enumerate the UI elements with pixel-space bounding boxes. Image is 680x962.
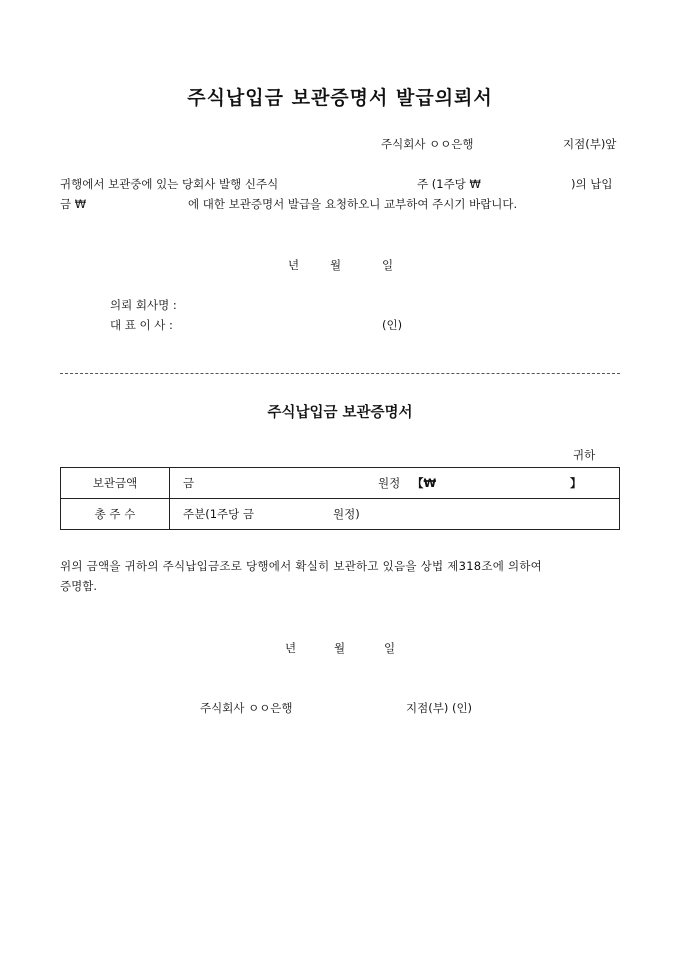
certificate-table — [60, 467, 620, 530]
shares-text-a: 주분(1주당 금 — [183, 507, 255, 521]
request-body-line1-a: 귀행에서 보관중에 있는 당회사 발행 신주식 — [60, 177, 279, 191]
amount-word: 원정 — [378, 476, 401, 490]
total-shares-value — [170, 499, 620, 530]
request-date-day: 일 — [382, 258, 394, 272]
addressee-bank: 주식회사 ㅇㅇ은행 — [381, 137, 474, 151]
cut-line-divider — [60, 373, 620, 374]
storage-amount-value — [170, 468, 620, 499]
certificate-title: 주식납입금 보관증명서 — [267, 404, 413, 421]
request-date-month: 월 — [330, 258, 342, 272]
table-row — [61, 468, 620, 499]
request-body-line1-c: )의 납입 — [571, 177, 613, 191]
issuer-branch-seal: 지점(부) (인) — [406, 701, 473, 715]
table-row — [61, 499, 620, 530]
company-name-label: 의뢰 회사명 : — [110, 298, 177, 312]
storage-amount-label: 보관금액 — [61, 468, 170, 499]
request-body-line2-a: 금 ₩ — [60, 197, 87, 211]
amount-prefix: 금 — [183, 476, 195, 490]
certificate-addressee: 귀하 — [573, 448, 596, 462]
certificate-date-day: 일 — [384, 641, 396, 655]
ceo-label: 대 표 이 사 : — [110, 318, 173, 332]
addressee-branch: 지점(부)앞 — [563, 137, 617, 151]
request-seal: (인) — [382, 318, 403, 332]
request-body-line2-b: 에 대한 보관증명서 발급을 요청하오니 교부하여 주시기 바랍니다. — [188, 197, 518, 211]
document-title: 주식납입금 보관증명서 발급의뢰서 — [187, 87, 493, 109]
amount-bracket-close: 】 — [570, 476, 582, 490]
issuer-bank: 주식회사 ㅇㅇ은행 — [200, 701, 293, 715]
amount-bracket-open: 【₩ — [412, 476, 437, 490]
shares-text-b: 원정) — [333, 507, 360, 521]
total-shares-label: 총 주 수 — [61, 499, 170, 530]
certificate-date-month: 월 — [334, 641, 346, 655]
certificate-statement-line1: 위의 금액을 귀하의 주식납입금조로 당행에서 확실히 보관하고 있음을 상법 제318조에 의하여 — [60, 559, 543, 573]
request-date-year: 년 — [288, 258, 300, 272]
certificate-statement-line2: 증명함. — [60, 579, 97, 593]
certificate-date-year: 년 — [285, 641, 297, 655]
request-body-line1-b: 주 (1주당 ₩ — [417, 177, 481, 191]
